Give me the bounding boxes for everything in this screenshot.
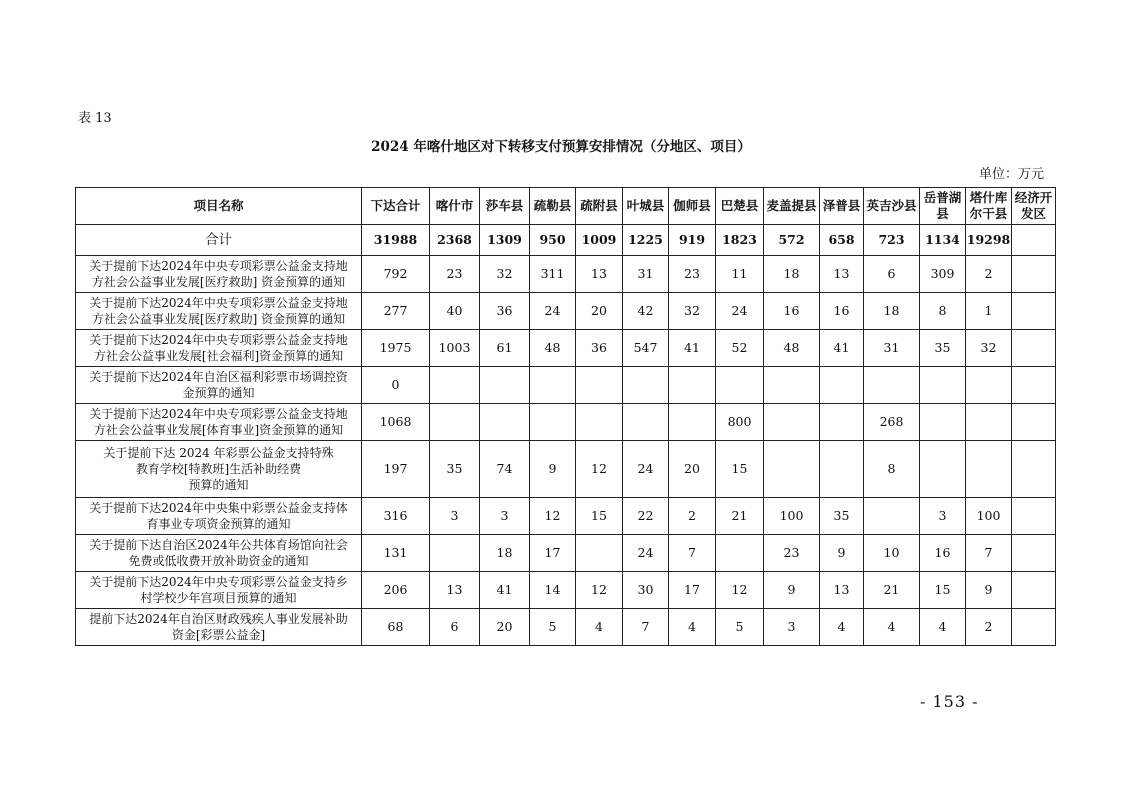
value-cell: 18 bbox=[864, 293, 920, 330]
value-cell: 21 bbox=[864, 572, 920, 609]
project-name-line: 关于提前下达2024年中央集中彩票公益金支持体 bbox=[89, 501, 348, 515]
header-cell: 叶城县 bbox=[623, 188, 669, 225]
value-cell bbox=[966, 404, 1012, 441]
value-cell bbox=[623, 404, 669, 441]
value-cell: 35 bbox=[430, 441, 480, 498]
value-cell bbox=[1012, 293, 1056, 330]
value-cell: 22 bbox=[623, 498, 669, 535]
header-cell: 疏附县 bbox=[576, 188, 623, 225]
header-cell: 塔什库尔干县 bbox=[966, 188, 1012, 225]
value-cell bbox=[920, 367, 966, 404]
value-cell bbox=[530, 404, 576, 441]
value-cell: 35 bbox=[820, 498, 864, 535]
value-cell: 6 bbox=[864, 256, 920, 293]
value-cell: 316 bbox=[362, 498, 430, 535]
value-cell bbox=[966, 441, 1012, 498]
header-cell: 岳普湖县 bbox=[920, 188, 966, 225]
value-cell: 0 bbox=[362, 367, 430, 404]
value-cell: 10 bbox=[864, 535, 920, 572]
value-cell bbox=[1012, 535, 1056, 572]
value-cell bbox=[764, 404, 820, 441]
value-cell: 5 bbox=[716, 609, 764, 646]
total-cell: 723 bbox=[864, 225, 920, 256]
project-name-line: 教育学校[特教班]生活补助经费 bbox=[135, 462, 302, 476]
value-cell bbox=[430, 404, 480, 441]
value-cell bbox=[623, 367, 669, 404]
project-name-line: 金预算的通知 bbox=[182, 386, 255, 400]
value-cell: 18 bbox=[480, 535, 530, 572]
total-cell: 919 bbox=[669, 225, 716, 256]
table-row bbox=[76, 404, 1056, 441]
total-cell: 1009 bbox=[576, 225, 623, 256]
value-cell bbox=[1012, 330, 1056, 367]
value-cell: 15 bbox=[920, 572, 966, 609]
table-row bbox=[76, 498, 1056, 535]
value-cell: 13 bbox=[820, 572, 864, 609]
project-name-line: 关于提前下达自治区2024年公共体育场馆向社会 bbox=[89, 538, 348, 552]
table-title: 2024 年喀什地区对下转移支付预算安排情况（分地区、项目） bbox=[371, 139, 751, 155]
value-cell: 68 bbox=[362, 609, 430, 646]
value-cell: 30 bbox=[623, 572, 669, 609]
value-cell: 20 bbox=[576, 293, 623, 330]
value-cell: 23 bbox=[764, 535, 820, 572]
header-row bbox=[76, 188, 1056, 225]
value-cell bbox=[966, 367, 1012, 404]
value-cell: 31 bbox=[864, 330, 920, 367]
value-cell: 32 bbox=[669, 293, 716, 330]
value-cell: 42 bbox=[623, 293, 669, 330]
value-cell: 277 bbox=[362, 293, 430, 330]
total-cell: 31988 bbox=[362, 225, 430, 256]
total-cell: 950 bbox=[530, 225, 576, 256]
project-name-cell bbox=[76, 256, 362, 293]
value-cell: 48 bbox=[530, 330, 576, 367]
value-cell: 14 bbox=[530, 572, 576, 609]
table-row bbox=[76, 293, 1056, 330]
header-cell: 泽普县 bbox=[820, 188, 864, 225]
value-cell bbox=[430, 367, 480, 404]
table-row bbox=[76, 609, 1056, 646]
value-cell: 9 bbox=[530, 441, 576, 498]
value-cell bbox=[576, 535, 623, 572]
value-cell bbox=[864, 498, 920, 535]
value-cell: 20 bbox=[669, 441, 716, 498]
value-cell: 24 bbox=[716, 293, 764, 330]
value-cell: 6 bbox=[430, 609, 480, 646]
project-name-line: 提前下达2024年自治区财政残疾人事业发展补助 bbox=[89, 612, 348, 626]
value-cell: 31 bbox=[623, 256, 669, 293]
value-cell: 7 bbox=[966, 535, 1012, 572]
value-cell: 4 bbox=[576, 609, 623, 646]
project-name-cell bbox=[76, 293, 362, 330]
value-cell: 1 bbox=[966, 293, 1012, 330]
value-cell: 4 bbox=[920, 609, 966, 646]
total-cell: 1823 bbox=[716, 225, 764, 256]
value-cell: 32 bbox=[966, 330, 1012, 367]
project-name-line: 方社会公益事业发展[医疗救助] 资金预算的通知 bbox=[91, 312, 346, 326]
value-cell: 41 bbox=[669, 330, 716, 367]
value-cell: 11 bbox=[716, 256, 764, 293]
value-cell: 7 bbox=[623, 609, 669, 646]
project-name-line: 关于提前下达2024年中央专项彩票公益金支持地 bbox=[89, 296, 348, 310]
value-cell: 13 bbox=[430, 572, 480, 609]
project-name-line: 预算的通知 bbox=[188, 478, 249, 492]
value-cell: 3 bbox=[480, 498, 530, 535]
total-label: 合计 bbox=[76, 225, 362, 256]
value-cell: 4 bbox=[669, 609, 716, 646]
project-name-cell bbox=[76, 572, 362, 609]
value-cell: 40 bbox=[430, 293, 480, 330]
value-cell bbox=[820, 441, 864, 498]
value-cell: 12 bbox=[576, 441, 623, 498]
budget-table bbox=[75, 187, 1056, 646]
project-name-line: 关于提前下达2024年中央专项彩票公益金支持乡 bbox=[89, 575, 348, 589]
project-name-cell bbox=[76, 609, 362, 646]
value-cell: 16 bbox=[920, 535, 966, 572]
value-cell bbox=[716, 367, 764, 404]
value-cell: 48 bbox=[764, 330, 820, 367]
table-row bbox=[76, 367, 1056, 404]
value-cell bbox=[716, 535, 764, 572]
project-name-line: 关于提前下达2024年中央专项彩票公益金支持地 bbox=[89, 407, 348, 421]
value-cell: 12 bbox=[576, 572, 623, 609]
value-cell: 9 bbox=[820, 535, 864, 572]
value-cell: 32 bbox=[480, 256, 530, 293]
total-cell: 1134 bbox=[920, 225, 966, 256]
value-cell: 2 bbox=[966, 256, 1012, 293]
project-name-line: 育事业专项资金预算的通知 bbox=[146, 517, 291, 531]
value-cell: 197 bbox=[362, 441, 430, 498]
header-cell: 巴楚县 bbox=[716, 188, 764, 225]
value-cell: 41 bbox=[820, 330, 864, 367]
value-cell: 41 bbox=[480, 572, 530, 609]
value-cell bbox=[480, 367, 530, 404]
total-cell: 2368 bbox=[430, 225, 480, 256]
table-row bbox=[76, 535, 1056, 572]
value-cell: 36 bbox=[576, 330, 623, 367]
value-cell: 792 bbox=[362, 256, 430, 293]
value-cell bbox=[1012, 441, 1056, 498]
value-cell: 8 bbox=[920, 293, 966, 330]
header-cell: 伽师县 bbox=[669, 188, 716, 225]
project-name-line: 方社会公益事业发展[社会福利]资金预算的通知 bbox=[93, 349, 344, 363]
table-row bbox=[76, 256, 1056, 293]
table-row bbox=[76, 330, 1056, 367]
value-cell bbox=[1012, 498, 1056, 535]
value-cell: 309 bbox=[920, 256, 966, 293]
project-name-cell bbox=[76, 367, 362, 404]
value-cell: 3 bbox=[764, 609, 820, 646]
value-cell: 13 bbox=[820, 256, 864, 293]
value-cell bbox=[576, 367, 623, 404]
value-cell: 9 bbox=[764, 572, 820, 609]
table-row bbox=[76, 441, 1056, 498]
value-cell bbox=[920, 441, 966, 498]
value-cell: 12 bbox=[716, 572, 764, 609]
value-cell bbox=[1012, 609, 1056, 646]
value-cell: 2 bbox=[669, 498, 716, 535]
value-cell: 23 bbox=[669, 256, 716, 293]
total-cell: 1309 bbox=[480, 225, 530, 256]
project-name-line: 免费或低收费开放补助资金的通知 bbox=[128, 554, 309, 568]
table-number: 表 13 bbox=[78, 111, 112, 126]
value-cell bbox=[1012, 572, 1056, 609]
value-cell: 18 bbox=[764, 256, 820, 293]
value-cell bbox=[764, 367, 820, 404]
project-name-line: 关于提前下达2024年中央专项彩票公益金支持地 bbox=[89, 333, 348, 347]
value-cell: 311 bbox=[530, 256, 576, 293]
header-cell: 项目名称 bbox=[76, 188, 362, 225]
total-cell: 1225 bbox=[623, 225, 669, 256]
header-cell: 喀什市 bbox=[430, 188, 480, 225]
total-row bbox=[76, 225, 1056, 256]
value-cell: 8 bbox=[864, 441, 920, 498]
value-cell: 131 bbox=[362, 535, 430, 572]
value-cell: 4 bbox=[820, 609, 864, 646]
project-name-line: 方社会公益事业发展[医疗救助] 资金预算的通知 bbox=[91, 275, 346, 289]
value-cell: 52 bbox=[716, 330, 764, 367]
value-cell: 9 bbox=[966, 572, 1012, 609]
value-cell bbox=[820, 367, 864, 404]
value-cell: 1975 bbox=[362, 330, 430, 367]
header-cell: 下达合计 bbox=[362, 188, 430, 225]
value-cell: 2 bbox=[966, 609, 1012, 646]
value-cell: 4 bbox=[864, 609, 920, 646]
value-cell bbox=[669, 404, 716, 441]
value-cell bbox=[820, 404, 864, 441]
value-cell bbox=[480, 404, 530, 441]
value-cell: 547 bbox=[623, 330, 669, 367]
value-cell: 13 bbox=[576, 256, 623, 293]
project-name-line: 村学校少年宫项目预算的通知 bbox=[140, 591, 297, 605]
table-row bbox=[76, 572, 1056, 609]
project-name-cell bbox=[76, 441, 362, 498]
value-cell: 16 bbox=[820, 293, 864, 330]
value-cell bbox=[430, 535, 480, 572]
value-cell bbox=[669, 367, 716, 404]
header-cell: 英吉沙县 bbox=[864, 188, 920, 225]
value-cell: 268 bbox=[864, 404, 920, 441]
table-body bbox=[76, 225, 1056, 646]
value-cell bbox=[1012, 404, 1056, 441]
value-cell: 23 bbox=[430, 256, 480, 293]
value-cell: 100 bbox=[966, 498, 1012, 535]
value-cell bbox=[864, 367, 920, 404]
value-cell: 12 bbox=[530, 498, 576, 535]
value-cell bbox=[576, 404, 623, 441]
unit-label: 单位：万元 bbox=[978, 167, 1044, 182]
value-cell: 15 bbox=[716, 441, 764, 498]
value-cell: 5 bbox=[530, 609, 576, 646]
value-cell: 100 bbox=[764, 498, 820, 535]
value-cell: 24 bbox=[623, 535, 669, 572]
value-cell: 3 bbox=[430, 498, 480, 535]
value-cell: 3 bbox=[920, 498, 966, 535]
header-cell: 莎车县 bbox=[480, 188, 530, 225]
value-cell: 1068 bbox=[362, 404, 430, 441]
project-name-cell bbox=[76, 330, 362, 367]
project-name-line: 关于提前下达 2024 年彩票公益金支持特殊 bbox=[103, 446, 334, 460]
value-cell: 17 bbox=[669, 572, 716, 609]
value-cell bbox=[530, 367, 576, 404]
value-cell bbox=[764, 441, 820, 498]
total-cell: 658 bbox=[820, 225, 864, 256]
value-cell: 61 bbox=[480, 330, 530, 367]
value-cell: 15 bbox=[576, 498, 623, 535]
total-cell: 572 bbox=[764, 225, 820, 256]
value-cell: 17 bbox=[530, 535, 576, 572]
value-cell: 36 bbox=[480, 293, 530, 330]
value-cell: 21 bbox=[716, 498, 764, 535]
project-name-line: 方社会公益事业发展[体育事业]资金预算的通知 bbox=[93, 423, 344, 437]
page-number: - 153 - bbox=[920, 692, 979, 711]
value-cell: 7 bbox=[669, 535, 716, 572]
total-cell bbox=[1012, 225, 1056, 256]
project-name-line: 资金[彩票公益金] bbox=[171, 628, 266, 642]
header-cell: 麦盖提县 bbox=[764, 188, 820, 225]
project-name-line: 关于提前下达2024年自治区福利彩票市场调控资 bbox=[89, 370, 348, 384]
project-name-cell bbox=[76, 535, 362, 572]
total-cell: 19298 bbox=[966, 225, 1012, 256]
value-cell bbox=[1012, 256, 1056, 293]
value-cell: 800 bbox=[716, 404, 764, 441]
value-cell: 16 bbox=[764, 293, 820, 330]
value-cell: 24 bbox=[530, 293, 576, 330]
value-cell: 35 bbox=[920, 330, 966, 367]
value-cell: 20 bbox=[480, 609, 530, 646]
project-name-cell bbox=[76, 498, 362, 535]
project-name-cell bbox=[76, 404, 362, 441]
value-cell: 1003 bbox=[430, 330, 480, 367]
header-cell: 疏勒县 bbox=[530, 188, 576, 225]
value-cell: 74 bbox=[480, 441, 530, 498]
value-cell bbox=[920, 404, 966, 441]
value-cell: 206 bbox=[362, 572, 430, 609]
header-cell: 经济开发区 bbox=[1012, 188, 1056, 225]
project-name-line: 关于提前下达2024年中央专项彩票公益金支持地 bbox=[89, 259, 348, 273]
value-cell bbox=[1012, 367, 1056, 404]
value-cell: 24 bbox=[623, 441, 669, 498]
